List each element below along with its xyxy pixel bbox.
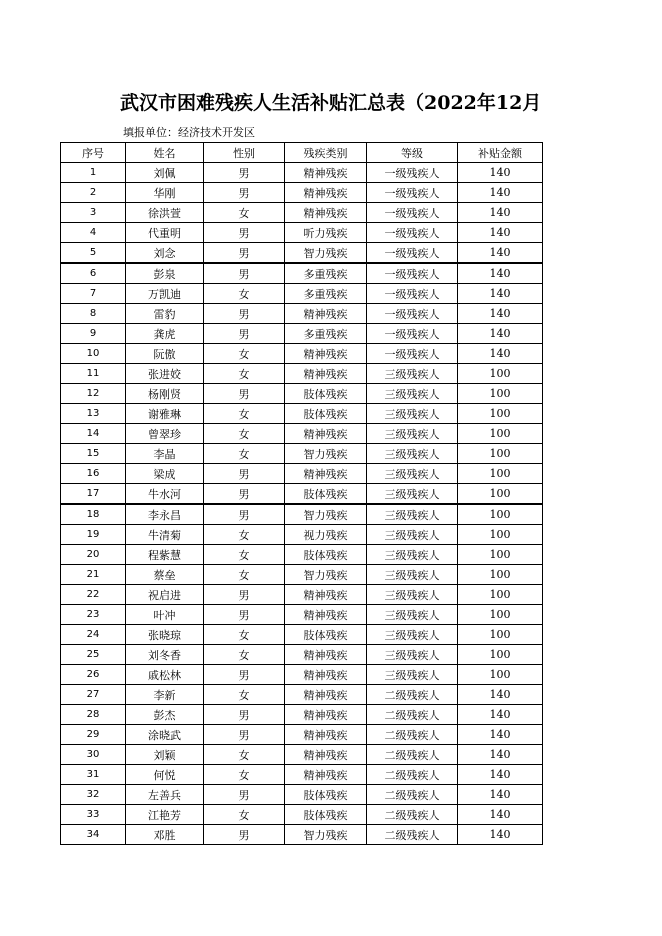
cell-type: 视力残疾 bbox=[285, 525, 367, 545]
cell-level: 二级残疾人 bbox=[367, 805, 458, 825]
cell-sex: 女 bbox=[204, 545, 285, 565]
cell-name: 雷豹 bbox=[126, 304, 204, 324]
cell-level: 三级残疾人 bbox=[367, 525, 458, 545]
cell-level: 三级残疾人 bbox=[367, 444, 458, 464]
cell-sex: 男 bbox=[204, 785, 285, 805]
cell-amount: 100 bbox=[458, 645, 543, 665]
cell-no: 18 bbox=[61, 504, 126, 525]
table-body bbox=[61, 163, 543, 845]
cell-sex: 男 bbox=[204, 324, 285, 344]
cell-no: 32 bbox=[61, 785, 126, 805]
cell-type: 精神残疾 bbox=[285, 163, 367, 183]
cell-type: 精神残疾 bbox=[285, 645, 367, 665]
cell-level: 二级残疾人 bbox=[367, 725, 458, 745]
cell-name: 华刚 bbox=[126, 183, 204, 203]
cell-no: 11 bbox=[61, 364, 126, 384]
cell-name: 左善兵 bbox=[126, 785, 204, 805]
cell-type: 肢体残疾 bbox=[285, 384, 367, 404]
cell-type: 精神残疾 bbox=[285, 725, 367, 745]
header-cell-type: 残疾类别 bbox=[285, 143, 367, 163]
cell-level: 三级残疾人 bbox=[367, 404, 458, 424]
cell-sex: 男 bbox=[204, 665, 285, 685]
cell-sex: 男 bbox=[204, 585, 285, 605]
cell-amount: 140 bbox=[458, 725, 543, 745]
table-row bbox=[61, 183, 543, 203]
cell-name: 刘念 bbox=[126, 243, 204, 264]
cell-name: 谢雅琳 bbox=[126, 404, 204, 424]
cell-no: 14 bbox=[61, 424, 126, 444]
table-row bbox=[61, 223, 543, 243]
cell-no: 20 bbox=[61, 545, 126, 565]
cell-level: 一级残疾人 bbox=[367, 263, 458, 284]
cell-level: 三级残疾人 bbox=[367, 665, 458, 685]
cell-level: 二级残疾人 bbox=[367, 745, 458, 765]
cell-amount: 100 bbox=[458, 545, 543, 565]
table-row bbox=[61, 625, 543, 645]
cell-amount: 100 bbox=[458, 605, 543, 625]
cell-sex: 女 bbox=[204, 344, 285, 364]
cell-no: 5 bbox=[61, 243, 126, 264]
cell-no: 4 bbox=[61, 223, 126, 243]
cell-type: 肢体残疾 bbox=[285, 404, 367, 424]
cell-level: 一级残疾人 bbox=[367, 324, 458, 344]
table-row bbox=[61, 725, 543, 745]
cell-level: 二级残疾人 bbox=[367, 705, 458, 725]
cell-type: 精神残疾 bbox=[285, 745, 367, 765]
cell-level: 三级残疾人 bbox=[367, 364, 458, 384]
cell-amount: 140 bbox=[458, 223, 543, 243]
cell-name: 阮傲 bbox=[126, 344, 204, 364]
cell-no: 17 bbox=[61, 484, 126, 505]
table-row bbox=[61, 565, 543, 585]
table-row bbox=[61, 685, 543, 705]
cell-amount: 100 bbox=[458, 464, 543, 484]
table-row bbox=[61, 243, 543, 264]
table-row bbox=[61, 444, 543, 464]
cell-amount: 140 bbox=[458, 243, 543, 264]
cell-type: 智力残疾 bbox=[285, 565, 367, 585]
cell-type: 听力残疾 bbox=[285, 223, 367, 243]
cell-no: 34 bbox=[61, 825, 126, 845]
cell-no: 19 bbox=[61, 525, 126, 545]
cell-sex: 女 bbox=[204, 364, 285, 384]
cell-name: 李永昌 bbox=[126, 504, 204, 525]
cell-name: 刘冬香 bbox=[126, 645, 204, 665]
cell-amount: 100 bbox=[458, 404, 543, 424]
cell-type: 智力残疾 bbox=[285, 825, 367, 845]
cell-sex: 女 bbox=[204, 444, 285, 464]
cell-sex: 女 bbox=[204, 745, 285, 765]
cell-name: 刘颖 bbox=[126, 745, 204, 765]
title-clip bbox=[0, 88, 662, 118]
cell-type: 精神残疾 bbox=[285, 585, 367, 605]
cell-name: 戚松林 bbox=[126, 665, 204, 685]
cell-level: 三级残疾人 bbox=[367, 565, 458, 585]
cell-no: 6 bbox=[61, 263, 126, 284]
cell-level: 一级残疾人 bbox=[367, 243, 458, 264]
cell-amount: 140 bbox=[458, 344, 543, 364]
cell-no: 25 bbox=[61, 645, 126, 665]
table-row bbox=[61, 585, 543, 605]
cell-sex: 男 bbox=[204, 384, 285, 404]
cell-name: 代重明 bbox=[126, 223, 204, 243]
table-row bbox=[61, 665, 543, 685]
cell-type: 肢体残疾 bbox=[285, 805, 367, 825]
cell-no: 22 bbox=[61, 585, 126, 605]
cell-name: 程紫慧 bbox=[126, 545, 204, 565]
cell-type: 精神残疾 bbox=[285, 344, 367, 364]
cell-amount: 140 bbox=[458, 745, 543, 765]
header-cell-amount: 补贴金额 bbox=[458, 143, 543, 163]
table-row bbox=[61, 464, 543, 484]
table-row bbox=[61, 825, 543, 845]
cell-name: 李晶 bbox=[126, 444, 204, 464]
cell-no: 31 bbox=[61, 765, 126, 785]
table-row bbox=[61, 645, 543, 665]
table-row bbox=[61, 705, 543, 725]
cell-sex: 男 bbox=[204, 163, 285, 183]
cell-name: 张进姣 bbox=[126, 364, 204, 384]
cell-level: 三级残疾人 bbox=[367, 384, 458, 404]
cell-amount: 100 bbox=[458, 565, 543, 585]
cell-level: 三级残疾人 bbox=[367, 625, 458, 645]
cell-sex: 男 bbox=[204, 304, 285, 324]
cell-no: 26 bbox=[61, 665, 126, 685]
cell-sex: 女 bbox=[204, 805, 285, 825]
table-row bbox=[61, 304, 543, 324]
cell-type: 精神残疾 bbox=[285, 605, 367, 625]
table-row bbox=[61, 384, 543, 404]
table-row bbox=[61, 765, 543, 785]
cell-amount: 140 bbox=[458, 183, 543, 203]
cell-amount: 100 bbox=[458, 444, 543, 464]
cell-name: 张晓琼 bbox=[126, 625, 204, 645]
cell-sex: 男 bbox=[204, 825, 285, 845]
cell-level: 三级残疾人 bbox=[367, 464, 458, 484]
table-row bbox=[61, 324, 543, 344]
table-row bbox=[61, 525, 543, 545]
cell-no: 2 bbox=[61, 183, 126, 203]
cell-sex: 女 bbox=[204, 203, 285, 223]
cell-amount: 140 bbox=[458, 163, 543, 183]
table-row bbox=[61, 805, 543, 825]
cell-level: 一级残疾人 bbox=[367, 163, 458, 183]
table-row bbox=[61, 163, 543, 183]
cell-amount: 140 bbox=[458, 705, 543, 725]
cell-amount: 100 bbox=[458, 384, 543, 404]
cell-type: 精神残疾 bbox=[285, 424, 367, 444]
cell-sex: 女 bbox=[204, 404, 285, 424]
cell-sex: 女 bbox=[204, 645, 285, 665]
cell-sex: 女 bbox=[204, 685, 285, 705]
cell-amount: 140 bbox=[458, 685, 543, 705]
page-title: 武汉市困难残疾人生活补贴汇总表（2022年12月 bbox=[120, 92, 542, 114]
cell-level: 一级残疾人 bbox=[367, 203, 458, 223]
cell-type: 肢体残疾 bbox=[285, 545, 367, 565]
cell-name: 祝启进 bbox=[126, 585, 204, 605]
cell-amount: 100 bbox=[458, 525, 543, 545]
cell-no: 21 bbox=[61, 565, 126, 585]
subsidy-table bbox=[60, 142, 543, 845]
cell-name: 叶冲 bbox=[126, 605, 204, 625]
cell-sex: 女 bbox=[204, 424, 285, 444]
cell-no: 16 bbox=[61, 464, 126, 484]
cell-name: 涂晓武 bbox=[126, 725, 204, 745]
table-row bbox=[61, 364, 543, 384]
cell-sex: 男 bbox=[204, 605, 285, 625]
cell-no: 10 bbox=[61, 344, 126, 364]
cell-name: 牛清菊 bbox=[126, 525, 204, 545]
cell-type: 肢体残疾 bbox=[285, 484, 367, 505]
cell-no: 33 bbox=[61, 805, 126, 825]
cell-level: 三级残疾人 bbox=[367, 424, 458, 444]
cell-name: 彭杰 bbox=[126, 705, 204, 725]
cell-name: 牛水河 bbox=[126, 484, 204, 505]
table-row bbox=[61, 504, 543, 525]
header-cell-level: 等级 bbox=[367, 143, 458, 163]
cell-name: 何悦 bbox=[126, 765, 204, 785]
cell-type: 精神残疾 bbox=[285, 685, 367, 705]
cell-type: 肢体残疾 bbox=[285, 625, 367, 645]
cell-type: 肢体残疾 bbox=[285, 785, 367, 805]
cell-name: 江艳芳 bbox=[126, 805, 204, 825]
cell-name: 万凯迪 bbox=[126, 284, 204, 304]
cell-sex: 男 bbox=[204, 183, 285, 203]
reporting-unit-label: 填报单位：经济技术开发区 bbox=[123, 126, 255, 139]
cell-no: 1 bbox=[61, 163, 126, 183]
cell-sex: 男 bbox=[204, 223, 285, 243]
cell-name: 蔡垒 bbox=[126, 565, 204, 585]
cell-sex: 女 bbox=[204, 565, 285, 585]
cell-level: 一级残疾人 bbox=[367, 183, 458, 203]
cell-level: 三级残疾人 bbox=[367, 484, 458, 505]
cell-name: 李新 bbox=[126, 685, 204, 705]
table-row bbox=[61, 785, 543, 805]
table-row bbox=[61, 344, 543, 364]
cell-no: 29 bbox=[61, 725, 126, 745]
cell-sex: 男 bbox=[204, 705, 285, 725]
cell-sex: 男 bbox=[204, 504, 285, 525]
cell-no: 24 bbox=[61, 625, 126, 645]
cell-amount: 100 bbox=[458, 625, 543, 645]
table-header-row bbox=[61, 143, 543, 163]
cell-sex: 女 bbox=[204, 765, 285, 785]
cell-type: 多重残疾 bbox=[285, 263, 367, 284]
cell-amount: 140 bbox=[458, 263, 543, 284]
cell-type: 智力残疾 bbox=[285, 504, 367, 525]
cell-level: 三级残疾人 bbox=[367, 605, 458, 625]
cell-amount: 140 bbox=[458, 805, 543, 825]
cell-sex: 男 bbox=[204, 243, 285, 264]
cell-sex: 女 bbox=[204, 284, 285, 304]
cell-amount: 140 bbox=[458, 765, 543, 785]
cell-amount: 100 bbox=[458, 665, 543, 685]
cell-type: 智力残疾 bbox=[285, 243, 367, 264]
cell-sex: 男 bbox=[204, 464, 285, 484]
cell-amount: 140 bbox=[458, 324, 543, 344]
cell-no: 9 bbox=[61, 324, 126, 344]
cell-no: 13 bbox=[61, 404, 126, 424]
cell-no: 12 bbox=[61, 384, 126, 404]
cell-level: 一级残疾人 bbox=[367, 344, 458, 364]
cell-level: 一级残疾人 bbox=[367, 284, 458, 304]
header-cell-name: 姓名 bbox=[126, 143, 204, 163]
cell-name: 徐洪萱 bbox=[126, 203, 204, 223]
cell-level: 三级残疾人 bbox=[367, 545, 458, 565]
cell-name: 刘佩 bbox=[126, 163, 204, 183]
cell-level: 一级残疾人 bbox=[367, 223, 458, 243]
cell-sex: 男 bbox=[204, 263, 285, 284]
cell-no: 30 bbox=[61, 745, 126, 765]
cell-level: 二级残疾人 bbox=[367, 685, 458, 705]
cell-level: 三级残疾人 bbox=[367, 504, 458, 525]
cell-amount: 140 bbox=[458, 785, 543, 805]
cell-no: 7 bbox=[61, 284, 126, 304]
cell-amount: 100 bbox=[458, 504, 543, 525]
table-row bbox=[61, 484, 543, 505]
cell-name: 梁成 bbox=[126, 464, 204, 484]
table-row bbox=[61, 284, 543, 304]
cell-level: 二级残疾人 bbox=[367, 825, 458, 845]
cell-sex: 男 bbox=[204, 725, 285, 745]
table-row bbox=[61, 545, 543, 565]
cell-level: 三级残疾人 bbox=[367, 645, 458, 665]
cell-no: 28 bbox=[61, 705, 126, 725]
cell-amount: 140 bbox=[458, 284, 543, 304]
cell-name: 杨刚贤 bbox=[126, 384, 204, 404]
cell-type: 精神残疾 bbox=[285, 304, 367, 324]
cell-sex: 女 bbox=[204, 625, 285, 645]
table-row bbox=[61, 424, 543, 444]
cell-no: 3 bbox=[61, 203, 126, 223]
cell-amount: 100 bbox=[458, 484, 543, 505]
cell-type: 精神残疾 bbox=[285, 183, 367, 203]
cell-type: 精神残疾 bbox=[285, 765, 367, 785]
cell-type: 多重残疾 bbox=[285, 284, 367, 304]
cell-type: 精神残疾 bbox=[285, 464, 367, 484]
cell-type: 精神残疾 bbox=[285, 364, 367, 384]
cell-level: 二级残疾人 bbox=[367, 765, 458, 785]
cell-amount: 140 bbox=[458, 825, 543, 845]
cell-level: 三级残疾人 bbox=[367, 585, 458, 605]
table-row bbox=[61, 404, 543, 424]
cell-no: 15 bbox=[61, 444, 126, 464]
cell-no: 27 bbox=[61, 685, 126, 705]
cell-no: 8 bbox=[61, 304, 126, 324]
cell-no: 23 bbox=[61, 605, 126, 625]
cell-amount: 140 bbox=[458, 304, 543, 324]
header-cell-no: 序号 bbox=[61, 143, 126, 163]
cell-name: 曾翠珍 bbox=[126, 424, 204, 444]
cell-sex: 女 bbox=[204, 525, 285, 545]
header-cell-sex: 性别 bbox=[204, 143, 285, 163]
cell-name: 龚虎 bbox=[126, 324, 204, 344]
cell-level: 二级残疾人 bbox=[367, 785, 458, 805]
cell-amount: 140 bbox=[458, 203, 543, 223]
cell-type: 精神残疾 bbox=[285, 665, 367, 685]
table-row bbox=[61, 263, 543, 284]
table-row bbox=[61, 203, 543, 223]
cell-type: 智力残疾 bbox=[285, 444, 367, 464]
cell-type: 精神残疾 bbox=[285, 203, 367, 223]
cell-amount: 100 bbox=[458, 585, 543, 605]
cell-name: 邓胜 bbox=[126, 825, 204, 845]
cell-type: 精神残疾 bbox=[285, 705, 367, 725]
cell-name: 彭泉 bbox=[126, 263, 204, 284]
table-row bbox=[61, 745, 543, 765]
cell-sex: 男 bbox=[204, 484, 285, 505]
table-row bbox=[61, 605, 543, 625]
cell-amount: 100 bbox=[458, 424, 543, 444]
cell-level: 一级残疾人 bbox=[367, 304, 458, 324]
cell-type: 多重残疾 bbox=[285, 324, 367, 344]
cell-amount: 100 bbox=[458, 364, 543, 384]
